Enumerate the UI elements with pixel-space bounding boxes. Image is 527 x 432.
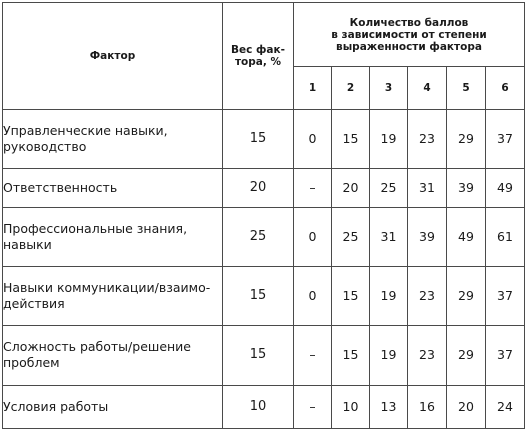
factor-name [3,326,223,385]
factor-name-line-1: Управленческие навыки, [3,123,168,139]
score-cell: 25 [370,169,408,207]
factor-name-line-1: Навыки коммуникации/взаимо- [3,280,211,296]
score-cell: 24 [486,385,525,428]
header-group-line-3: выраженности фактора [336,40,482,53]
score-cell: 37 [486,110,525,169]
factor-name [3,169,223,207]
header-weight [223,3,294,110]
header-group-line-1: Количество баллов [349,16,469,29]
score-cell: 0 [294,110,332,169]
score-cell: 25 [332,207,370,266]
score-cell: 49 [447,207,486,266]
score-cell: 31 [408,169,447,207]
header-degree: 4 [408,67,447,110]
factor-name-line-2: навыки [3,236,52,252]
factor-name-line-2: руководство [3,139,87,155]
header-degree: 3 [370,67,408,110]
score-cell: 49 [486,169,525,207]
score-cell: 16 [408,385,447,428]
score-cell: – [294,169,332,207]
score-cell: 37 [486,326,525,385]
score-cell: 31 [370,207,408,266]
score-cell: 20 [332,169,370,207]
score-cell: 10 [332,385,370,428]
score-cell: 23 [408,266,447,325]
factor-name [3,385,223,428]
table-row [3,326,525,385]
factor-name-line-2: действия [3,296,65,312]
factor-score-table [2,2,525,429]
header-degree: 1 [294,67,332,110]
score-cell: 39 [447,169,486,207]
score-cell: 23 [408,110,447,169]
factor-name-line-2: проблем [3,355,60,371]
header-weight-line-1: Вес фак- [231,44,285,56]
factor-weight: 20 [223,169,294,207]
table-row [3,110,525,169]
factor-name [3,207,223,266]
score-cell: 15 [332,326,370,385]
score-cell: 29 [447,326,486,385]
header-degree: 6 [486,67,525,110]
score-cell: 29 [447,266,486,325]
factor-weight: 15 [223,110,294,169]
score-cell: 39 [408,207,447,266]
factor-name [3,266,223,325]
score-cell: 29 [447,110,486,169]
factor-weight: 10 [223,385,294,428]
factor-weight: 15 [223,266,294,325]
header-degree: 5 [447,67,486,110]
table-row [3,266,525,325]
score-cell: 20 [447,385,486,428]
score-cell: 37 [486,266,525,325]
score-cell: 0 [294,266,332,325]
factor-name-line-1: Сложность работы/решение [3,339,191,355]
score-cell: 19 [370,266,408,325]
header-group-line-2: в зависимости от степени [331,28,487,41]
score-cell: 15 [332,266,370,325]
score-cell: 19 [370,110,408,169]
header-score-group [294,3,525,67]
factor-name-line-1: Ответственность [3,179,118,195]
score-cell: 15 [332,110,370,169]
factor-name-line-1: Условия работы [3,398,109,414]
table-row [3,207,525,266]
factor-name [3,110,223,169]
score-cell: – [294,326,332,385]
score-cell: 61 [486,207,525,266]
header-degree: 2 [332,67,370,110]
score-cell: 19 [370,326,408,385]
score-cell: 0 [294,207,332,266]
factor-weight: 25 [223,207,294,266]
table-row [3,385,525,428]
factor-name-line-1: Профессиональные знания, [3,220,188,236]
header-factor: Фактор [3,3,223,110]
score-cell: 13 [370,385,408,428]
header-weight-line-2: тора, % [234,56,282,68]
score-cell: 23 [408,326,447,385]
table-row [3,169,525,207]
header-row-top [3,3,525,67]
score-cell: – [294,385,332,428]
factor-weight: 15 [223,326,294,385]
